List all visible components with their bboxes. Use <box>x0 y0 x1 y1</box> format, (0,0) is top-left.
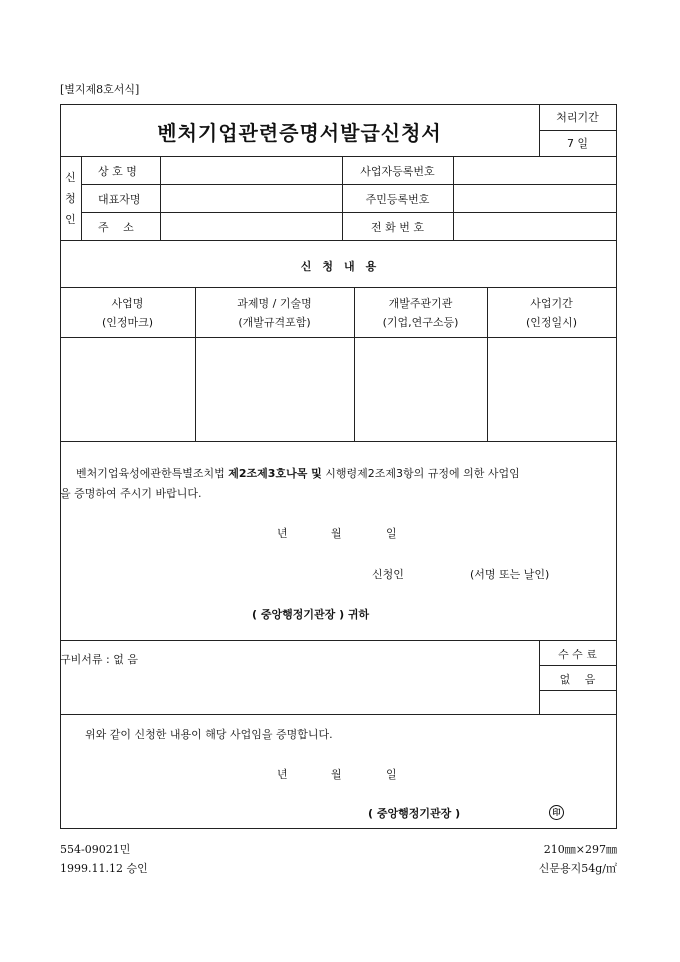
content-section-header: 신 청 내 용 <box>300 260 377 273</box>
column-project-name: 과제명 / 기술명 <box>237 297 312 310</box>
business-reg-no-label: 사업자등록번호 <box>360 165 435 178</box>
fee-value: 없 음 <box>559 673 596 686</box>
applicant-side-label-2: 청 <box>65 192 76 205</box>
footer-form-number: 554-09021민 <box>60 843 131 856</box>
cert-date-day: 일 <box>386 768 397 781</box>
applicant-side-label-3: 인 <box>65 213 76 226</box>
footer-paper-type: 신문용지54g/㎡ <box>538 862 617 875</box>
signature-label: (서명 또는 날인) <box>470 568 550 581</box>
cert-date-month: 월 <box>331 768 342 781</box>
processing-period-value: 7 일 <box>566 137 589 150</box>
request-recipient: ( 중앙행정기관장 ) 귀하 <box>252 608 370 621</box>
applicant-side-label-1: 신 <box>65 171 76 184</box>
cert-issuer: ( 중앙행정기관장 ) <box>368 807 461 820</box>
column-dev-agency-sub: (기업,연구소등) <box>382 316 459 329</box>
seal-icon: 印 <box>549 805 564 820</box>
column-business-period-sub: (인정일시) <box>525 316 578 329</box>
request-date-year: 년 <box>277 527 288 540</box>
form-label: [별지제8호서식] <box>60 83 140 96</box>
resident-reg-no-label: 주민등록번호 <box>365 193 430 206</box>
footer-approval: 1999.11.12 승인 <box>60 862 148 875</box>
request-body-line2: 을 증명하여 주시기 바랍니다. <box>60 487 202 500</box>
processing-period-label: 처리기간 <box>556 111 599 124</box>
address-label: 주 소 <box>98 221 134 234</box>
applicant-sign-label: 신청인 <box>372 568 404 581</box>
fee-label: 수 수 료 <box>558 648 597 661</box>
required-documents: 구비서류 : 없 음 <box>60 653 138 666</box>
certification-text: 위와 같이 신청한 내용이 해당 사업임을 증명합니다. <box>85 728 333 741</box>
column-dev-agency: 개발주관기관 <box>388 297 453 310</box>
column-business-name: 사업명 <box>111 297 144 310</box>
column-business-period: 사업기간 <box>530 297 573 310</box>
request-date-month: 월 <box>331 527 342 540</box>
company-name-label: 상 호 명 <box>98 165 137 178</box>
column-business-name-sub: (인정마크) <box>101 316 154 329</box>
column-project-name-sub: (개발규격포함) <box>238 316 311 329</box>
form-title: 벤처기업관련증명서발급신청서 <box>157 121 442 145</box>
cert-date-year: 년 <box>277 768 288 781</box>
representative-label: 대표자명 <box>98 193 141 206</box>
phone-label: 전 화 번 호 <box>371 221 424 234</box>
footer-paper-size: 210㎜×297㎜ <box>543 843 617 856</box>
request-body-line1: 벤처기업육성에관한특별조치법 제2조제3호나목 및 시행령제2조제3항의 규정에 의한 사업임 <box>76 467 520 480</box>
request-date-day: 일 <box>386 527 397 540</box>
